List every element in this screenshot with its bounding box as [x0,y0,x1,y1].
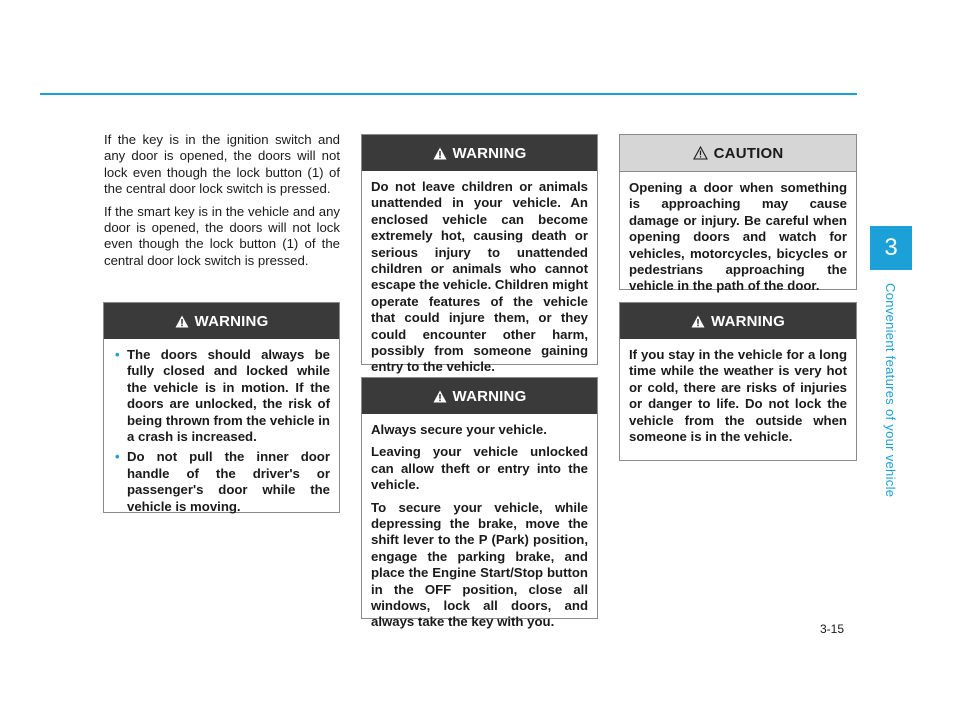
caution-text: Opening a door when something is approaching may cause damage or injury. Be careful when opening doors and watch for vehicles, motorcycles, bicycles or pedestrians approaching the vehicle in the path of the door. [629,180,847,294]
warning-text: Leaving your vehicle unlocked can allow theft or entry into the vehicle. [371,444,588,493]
warning-body [104,339,339,525]
bullet-dot: • [115,347,120,362]
bullet-item [113,347,330,445]
warning-body [362,414,597,643]
body-text [104,132,340,275]
warning-body [620,339,856,457]
bullet-item [113,449,330,515]
caution-title: CAUTION [713,144,784,162]
chapter-number: 3 [884,234,898,261]
warning-box-secure [361,377,598,630]
warning-title: WARNING [194,312,269,330]
body-paragraph: If the smart key is in the vehicle and any door is opened, the doors will not lock even though the lock button (1) of the central door lock switch is pressed. [104,203,340,268]
warning-box-stay [619,302,857,461]
caution-header [620,135,856,172]
caution-triangle-icon [693,146,708,160]
warning-body [362,171,597,388]
warning-text: Do not leave children or animals unattended in your vehicle. An enclosed vehicle can become extremely hot, causing death or serious injury to unattended children or animals who cannot escape the vehicle. Children might operate features of the vehicle that could injure them, or they could encounter other harm, possibly from someone gaining entry to the vehicle. [371,179,588,375]
caution-body [620,172,856,307]
warning-title: WARNING [711,312,785,330]
warning-triangle-icon [175,315,189,328]
warning-triangle-icon [691,315,705,328]
warning-title: WARNING [452,144,527,162]
chapter-tab [870,226,912,270]
warning-box-children [361,134,598,375]
chapter-title: Convenient features of your vehicle [883,283,898,498]
warning-triangle-icon [433,147,447,160]
page-number: 3-15 [820,622,845,636]
warning-text: Always secure your vehicle. [371,422,547,437]
warning-header [362,135,597,171]
bullet-text: The doors should always be fully closed and locked while the vehicle is in motion. If the doors are unlocked, the risk of being thrown from the vehicle in a crash is increased. [127,347,330,445]
warning-text: If you stay in the vehicle for a long time while the weather is very hot or cold, there are risks of injuries or danger to life. Do not lock the vehicle from the outside when someone is in the vehicle. [629,347,847,445]
bullet-text: Do not pull the inner door handle of the driver's or passenger's door while the vehicle is moving. [127,449,330,514]
warning-title: WARNING [452,387,527,405]
warning-triangle-icon [433,390,447,403]
warning-header [362,378,597,414]
warning-text: To secure your vehicle, while depressing the brake, move the shift lever to the P (Park) position, engage the parking brake, and place the Engine Start/Stop button in the OFF position, close all windows, lock all doors, and always take the key with you. [371,499,588,630]
warning-box-doors [103,302,340,513]
bullet-dot: • [115,449,120,465]
header-rule [40,93,857,95]
body-paragraph: If the key is in the ignition switch and any door is opened, the doors will not lock even though the lock button (1) of the central door lock switch is pressed. [104,132,340,197]
warning-header [620,303,856,339]
warning-header [104,303,339,339]
caution-box-door [619,134,857,294]
